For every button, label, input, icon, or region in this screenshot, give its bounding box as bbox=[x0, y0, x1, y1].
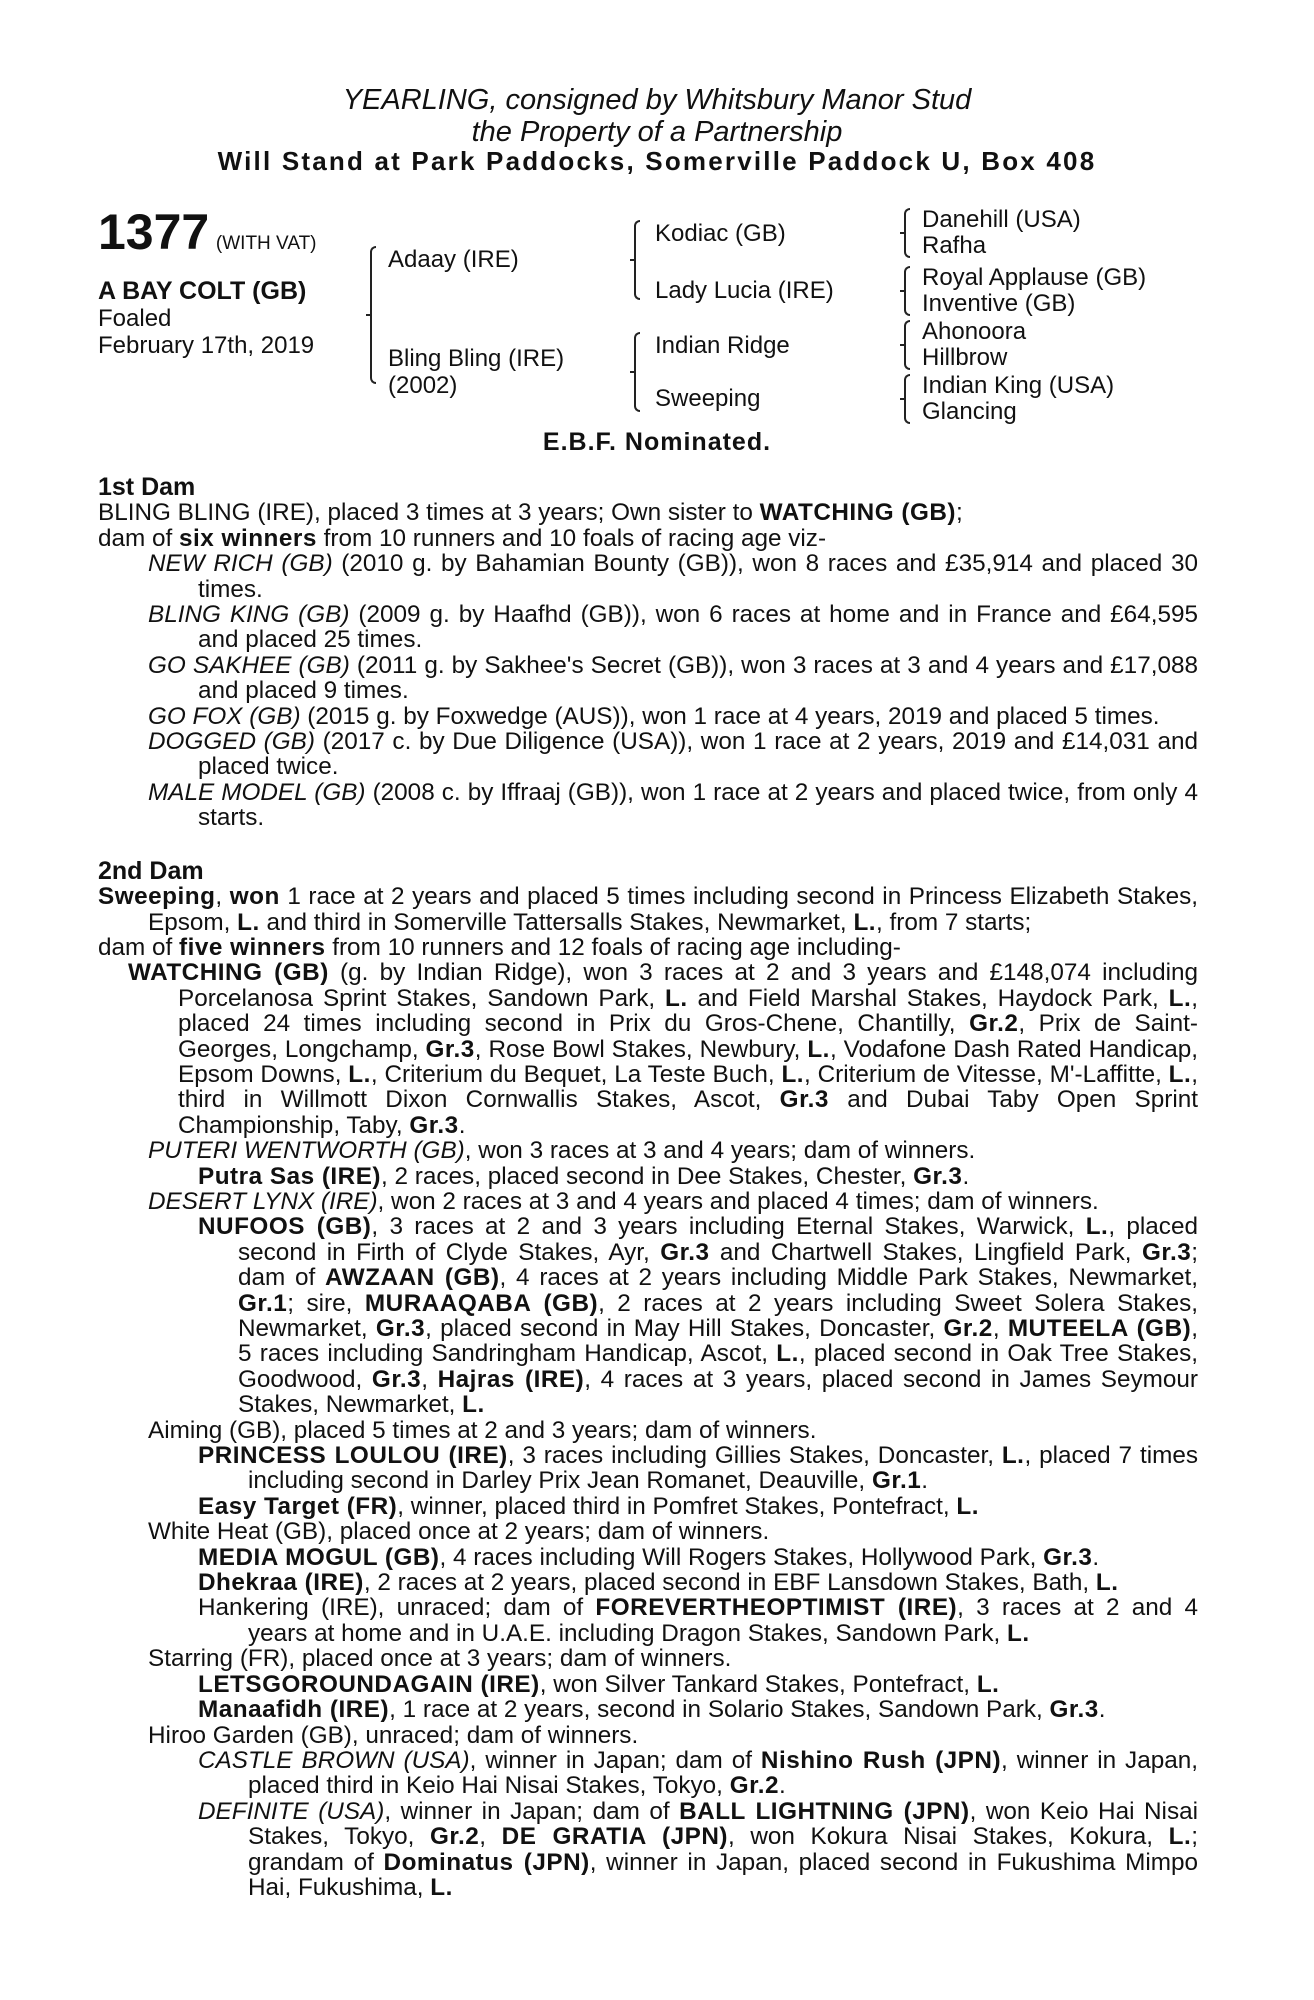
runner-5: DOGGED (GB) (2017 c. by Due Diligence (USA)), won 1 race at 2 years, 2019 and £14,031 and placed twice. bbox=[148, 728, 1198, 781]
sire-sire: Kodiac (GB) bbox=[655, 220, 786, 247]
letsgoroundagain-entry: LETSGOROUNDAGAIN (IRE), won Silver Tankard Stakes, Pontefract, L. bbox=[198, 1670, 1000, 1698]
sire: Adaay (IRE) bbox=[388, 246, 519, 273]
definite-entry: DEFINITE (USA), winner in Japan; dam of BALL LIGHTNING (JPN), won Keio Hai Nisai Stakes, Tokyo, Gr.2, DE GRATIA (JPN), won Kokura Nisai Stakes, Kokura, L.; grandam of Dominatus (JPN), winner in Japan, placed second in Fukushima Mimpo Hai, Fukushima, L. bbox=[198, 1797, 1199, 1901]
castle-brown-entry: CASTLE BROWN (USA), winner in Japan; dam of Nishino Rush (JPN), winner in Japan, placed third in Keio Hai Nisai Stakes, Tokyo, Gr.2. bbox=[198, 1746, 1198, 1800]
dam-sire: Indian Ridge bbox=[655, 332, 790, 359]
gp-5: Ahonoora bbox=[922, 318, 1027, 345]
nufoos-entry: NUFOOS (GB), 3 races at 2 and 3 years including Eternal Stakes, Warwick, L., placed second in Firth of Clyde Stakes, Ayr, Gr.3 and Chartwell Stakes, Lingfield Park, Gr.3; dam of AWZAAN (GB), 4 races at 2 years including Middle Park Stakes, Newmarket, Gr.1; sire, MURAAQABA (GB), 2 races at 2 years including Sweet Solera Stakes, Newmarket, Gr.3, placed second in May Hill Stakes, Doncaster, Gr.2, MUTEELA (GB), 5 races including Sandringham Handicap, Ascot, L., placed second in Oak Tree Stakes, Goodwood, Gr.3, Hajras (IRE), 4 races at 3 years, placed second in James Seymour Stakes, Newmarket, L. bbox=[198, 1213, 1199, 1419]
media-mogul-entry: MEDIA MOGUL (GB), 4 races including Will Rogers Stakes, Hollywood Park, Gr.3. bbox=[198, 1543, 1100, 1571]
horse-name: A BAY COLT (GB) bbox=[98, 277, 307, 305]
gp-7: Indian King (USA) bbox=[922, 372, 1115, 399]
easy-target-entry: Easy Target (FR), winner, placed third in Pomfret Stakes, Pontefract, L. bbox=[198, 1492, 979, 1520]
gp-1: Danehill (USA) bbox=[922, 206, 1081, 233]
second-dam-produce: dam of five winners from 10 runners and 12 foals of racing age including- bbox=[98, 933, 901, 961]
lot-number: 1377 bbox=[98, 204, 210, 260]
consignor-line: YEARLING, consigned by Whitsbury Manor Stud bbox=[342, 84, 972, 116]
watching-entry: WATCHING (GB) (g. by Indian Ridge), won 3 races at 2 and 3 years and £148,074 including Porcelanosa Sprint Stakes, Sandown Park, L. and Field Marshal Stakes, Haydock Park, L., placed 24 times including second in Prix du Gros-Chene, Chantilly, Gr.2, Prix de Saint-Georges, Longchamp, Gr.3, Rose Bowl Stakes, Newbury, L., Vodafone Dash Rated Handicap, Epsom Downs, L., Criterium du Bequet, La Teste Buch, L., Criterium de Vitesse, M'-Laffitte, L., third in Willmott Dixon Cornwallis Stakes, Ascot, Gr.3 and Dubai Taby Open Sprint Championship, Taby, Gr.3. bbox=[128, 959, 1199, 1139]
pedigree-brace-parents bbox=[366, 246, 375, 384]
first-dam-produce: dam of six winners from 10 runners and 10 foals of racing age viz- bbox=[98, 524, 827, 552]
property-line: the Property of a Partnership bbox=[471, 116, 843, 148]
runner-6: MALE MODEL (GB) (2008 c. by Iffraaj (GB)), won 1 race at 2 years and placed twice, from only 4 starts. bbox=[148, 778, 1198, 832]
gp-4: Inventive (GB) bbox=[922, 290, 1076, 317]
desert-lynx-entry: DESERT LYNX (IRE), won 2 races at 3 and 4 years and placed 4 times; dam of winners. bbox=[148, 1187, 1099, 1215]
pedigree-brace-g3 bbox=[900, 320, 909, 370]
pedigree-brace-g2 bbox=[900, 266, 909, 316]
lot-heading bbox=[98, 205, 317, 259]
dhekraa-entry: Dhekraa (IRE), 2 races at 2 years, placed second in EBF Lansdown Stakes, Bath, L. bbox=[198, 1569, 1119, 1597]
runner-3: GO SAKHEE (GB) (2011 g. by Sakhee's Secret (GB)), won 3 races at 3 and 4 years and £17,088 and placed 9 times. bbox=[148, 651, 1198, 705]
foaled-date: February 17th, 2019 bbox=[98, 332, 315, 359]
pedigree-brace-g1 bbox=[900, 208, 909, 258]
pedigree-brace-sire bbox=[630, 220, 639, 300]
pedigree-brace-dam bbox=[630, 332, 639, 412]
stand-location: Will Stand at Park Paddocks, Somerville Paddock U, Box 408 bbox=[217, 146, 1097, 176]
runner-1: NEW RICH (GB) (2010 g. by Bahamian Bounty (GB)), won 8 races and £35,914 and placed 30 times. bbox=[148, 550, 1198, 603]
gp-2: Rafha bbox=[922, 232, 987, 259]
starring-entry: Starring (FR), placed once at 3 years; dam of winners. bbox=[148, 1645, 732, 1673]
puteri-wentworth-entry: PUTERI WENTWORTH (GB), won 3 races at 3 and 4 years; dam of winners. bbox=[148, 1137, 976, 1165]
foaled-label: Foaled bbox=[98, 305, 172, 332]
runner-4: GO FOX (GB) (2015 g. by Foxwedge (AUS)), won 1 race at 4 years, 2019 and placed 5 times. bbox=[148, 702, 1160, 730]
dam-dam: Sweeping bbox=[655, 385, 761, 412]
first-dam-intro: BLING BLING (IRE), placed 3 times at 3 years; Own sister to WATCHING (GB); bbox=[98, 499, 963, 527]
dam: Bling Bling (IRE) bbox=[388, 345, 565, 372]
manaafidh-entry: Manaafidh (IRE), 1 race at 2 years, second in Solario Stakes, Sandown Park, Gr.3. bbox=[198, 1696, 1106, 1724]
princess-loulou-entry: PRINCESS LOULOU (IRE), 3 races including Gillies Stakes, Doncaster, L., placed 7 times including second in Darley Prix Jean Romanet, Deauville, Gr.1. bbox=[198, 1442, 1198, 1495]
sire-dam: Lady Lucia (IRE) bbox=[655, 277, 834, 304]
first-dam-heading: 1st Dam bbox=[98, 473, 196, 501]
gp-8: Glancing bbox=[922, 398, 1017, 425]
vat-note: (WITH VAT) bbox=[215, 233, 317, 254]
ebf-nominated: E.B.F. Nominated. bbox=[542, 428, 772, 456]
runner-2: BLING KING (GB) (2009 g. by Haafhd (GB)), won 6 races at home and in France and £64,595 and placed 25 times. bbox=[148, 601, 1199, 654]
dam-year: (2002) bbox=[388, 372, 458, 399]
hiroo-garden-entry: Hiroo Garden (GB), unraced; dam of winners. bbox=[148, 1721, 639, 1749]
gp-6: Hillbrow bbox=[922, 344, 1008, 371]
pedigree-brace-g4 bbox=[900, 374, 909, 424]
hankering-entry: Hankering (IRE), unraced; dam of FOREVERTHEOPTIMIST (IRE), 3 races at 2 and 4 years at home and in U.A.E. including Dragon Stakes, Sandown Park, L. bbox=[198, 1594, 1198, 1647]
aiming-entry: Aiming (GB), placed 5 times at 2 and 3 years; dam of winners. bbox=[148, 1416, 817, 1444]
second-dam-race-record: Sweeping, won 1 race at 2 years and placed 5 times including second in Princess Elizabeth Stakes, Epsom, L. and third in Somerville Tattersalls Stakes, Newmarket, L., from 7 starts; bbox=[98, 883, 1198, 936]
gp-3: Royal Applause (GB) bbox=[922, 264, 1147, 291]
second-dam-heading: 2nd Dam bbox=[98, 856, 204, 885]
putra-sas-entry: Putra Sas (IRE), 2 races, placed second in Dee Stakes, Chester, Gr.3. bbox=[198, 1162, 970, 1190]
white-heat-entry: White Heat (GB), placed once at 2 years; dam of winners. bbox=[148, 1518, 770, 1546]
produce-record bbox=[98, 475, 1198, 1900]
